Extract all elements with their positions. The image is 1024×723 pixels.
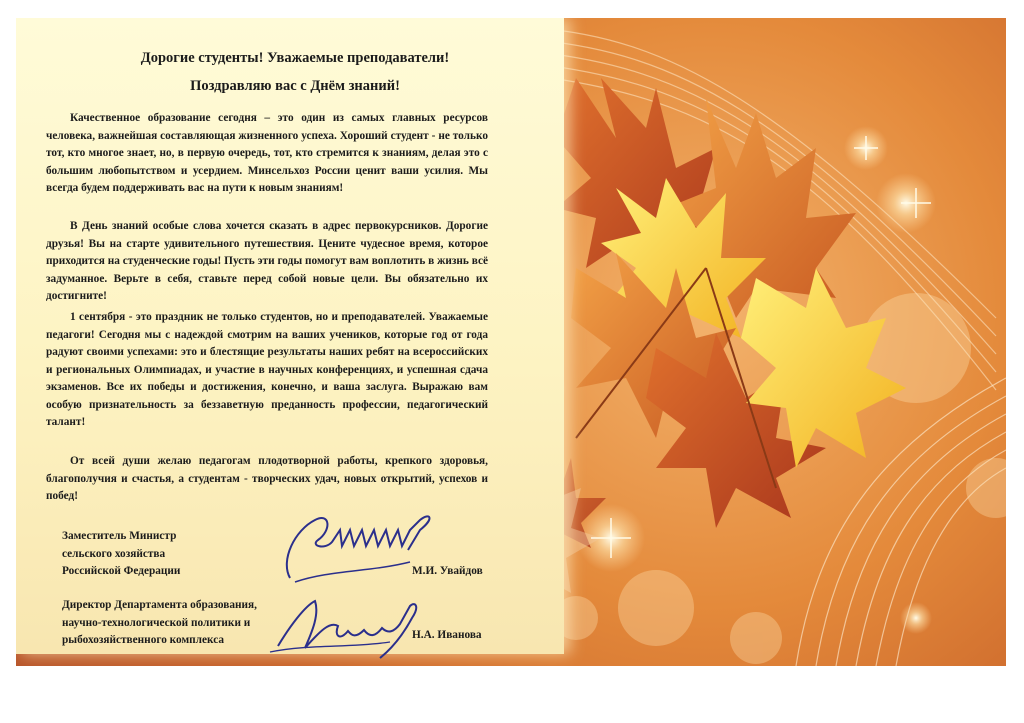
signatory-2-position-line: научно-технологической политики и [62, 616, 251, 629]
signatory-2-name: Н.А. Иванова [412, 629, 482, 641]
signatory-2-position-line: рыбохозяйственного комплекса [62, 634, 225, 646]
signatory-2-position [62, 597, 257, 650]
signatory-1-position-line: сельского хозяйства [62, 547, 166, 560]
paragraph-1: Качественное образование сегодня – это один из самых главных ресурсов человека, важнейшая составляющая жизненного успеха. Хороший студент - не только тот, кто многое знает, но, в первую очередь, тот, кто стремится к знаниям, делая это с большим любопытством и усердием. Минсельхоз России ценит ваши усилия. Мы всегда будем поддерживать вас на пути к новым знаниям! [46, 112, 488, 194]
signature-2-handwritten [260, 586, 430, 666]
paragraph-4: От всей души желаю педагогам плодотворной работы, крепкого здоровья, благополучия и счастья, а студентам - творческих удач, новых открытий, успехов и побед! [46, 455, 488, 502]
signatory-2-position-line: Директор Департамента образования, [62, 599, 257, 611]
signature-1-handwritten [270, 500, 440, 590]
signatory-1-position-line: Заместитель Министр [62, 530, 177, 542]
signatory-1-position [62, 528, 180, 581]
signatory-1-position-line: Российской Федерации [62, 565, 181, 577]
paragraph-3: 1 сентября - это праздник не только студентов, но и преподавателей. Уважаемые педагоги! Сегодня мы с надеждой смотрим на ваших учеников, которые год от года радуют своими успехами: это и блестящие результаты наших ребят на всероссийских и региональных Олимпиадах, и участие в научных конференциях, и успешная сдача экзаменов. Все их победы и достижения, конечно, и ваша заслуга. Выражаю вам особую признательность за беззаветную преданность профессии, педагогический талант! [46, 311, 488, 428]
paragraph-2: В День знаний особые слова хочется сказать в адрес первокурсников. Дорогие друзья! Вы на старте удивительного путешествия. Цените чудесное время, которое приходится на студенческие годы! Пусть эти годы помогут вам воплотить в жизнь всё задуманное. Верьте в себя, ставьте перед собой новые цели. Вы обязательно их достигните! [46, 220, 488, 302]
greeting-heading: Дорогие студенты! Уважаемые преподаватели! [140, 50, 450, 66]
signatory-1-name: М.И. Увайдов [412, 565, 483, 577]
congratulation-heading: Поздравляю вас с Днём знаний! [190, 78, 400, 94]
sparkle-light [900, 602, 932, 634]
